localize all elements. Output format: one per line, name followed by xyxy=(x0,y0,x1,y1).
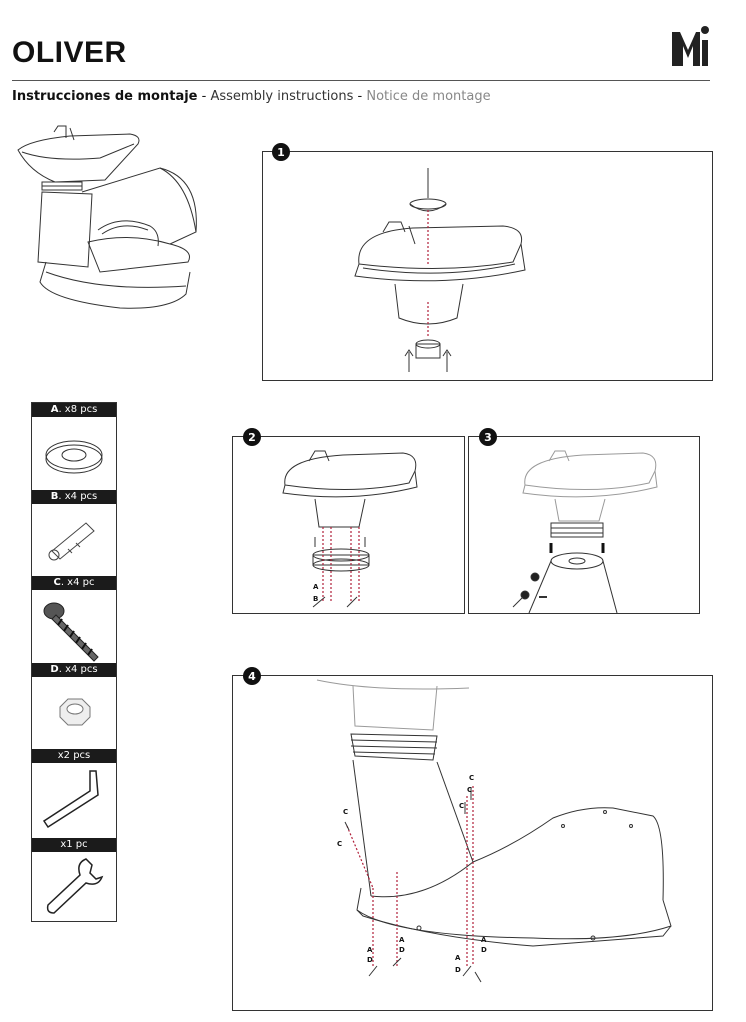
callout-d: D xyxy=(455,966,461,974)
subtitle-separator: - xyxy=(353,89,367,104)
part-quantity: . x4 pc xyxy=(60,577,95,588)
step-number-badge: 4 xyxy=(243,667,261,685)
callout-b: B xyxy=(313,595,319,603)
page-title: OLIVER xyxy=(12,36,127,69)
subtitle-separator: - xyxy=(197,89,211,104)
part-letter: C xyxy=(53,577,61,588)
callout-c: C xyxy=(343,808,349,816)
part-quantity: x2 pcs xyxy=(57,750,91,761)
part-quantity: . x4 pcs xyxy=(58,491,98,502)
step-1-illustration xyxy=(263,152,712,380)
callout-d: D xyxy=(481,946,487,954)
callout-c: C xyxy=(459,802,465,810)
callout-a: A xyxy=(455,954,461,962)
parts-list xyxy=(31,402,117,922)
subtitle-en: Assembly instructions xyxy=(210,89,354,104)
step-number-badge: 1 xyxy=(272,143,290,161)
step-2-panel xyxy=(232,430,465,614)
callout-a: A xyxy=(399,936,405,944)
part-letter: D xyxy=(50,664,59,675)
callout-a: A xyxy=(313,583,319,591)
allen-key-icon xyxy=(32,765,116,841)
subtitle-es: Instrucciones de montaje xyxy=(12,89,198,104)
brand-logo xyxy=(670,22,710,68)
subtitle-fr: Notice de montage xyxy=(366,89,491,104)
part-label-d xyxy=(32,663,116,677)
part-label-allen-key xyxy=(32,749,116,763)
step-3-illustration xyxy=(469,437,699,613)
part-letter: A xyxy=(50,404,59,415)
screw-icon xyxy=(32,591,116,667)
part-label-a xyxy=(32,403,116,417)
part-letter: B xyxy=(50,491,59,502)
callout-a: A xyxy=(481,936,487,944)
chair-overview-illustration xyxy=(10,122,210,312)
callout-c: C xyxy=(337,840,343,848)
nut-icon xyxy=(32,679,116,749)
callout-d: D xyxy=(399,946,405,954)
callout-c: C xyxy=(467,786,473,794)
wrench-icon xyxy=(32,853,116,919)
part-label-wrench xyxy=(32,838,116,852)
part-label-b xyxy=(32,490,116,504)
part-quantity: . x4 pcs xyxy=(58,664,98,675)
bolt-icon xyxy=(32,507,116,577)
part-quantity: . x8 pcs xyxy=(58,404,98,415)
subtitle xyxy=(12,89,491,104)
part-label-c xyxy=(32,576,116,590)
header-divider xyxy=(12,80,710,81)
step-number-badge: 3 xyxy=(479,428,497,446)
washer-icon xyxy=(32,421,116,491)
step-4-illustration xyxy=(233,676,712,1010)
part-quantity: x1 pc xyxy=(60,839,88,850)
callout-a: A xyxy=(367,946,373,954)
step-3-panel xyxy=(468,430,700,614)
callout-d: D xyxy=(367,956,373,964)
step-4-panel xyxy=(232,669,713,1011)
step-1-panel xyxy=(262,145,713,381)
step-2-illustration xyxy=(233,437,464,613)
step-number-badge: 2 xyxy=(243,428,261,446)
callout-c: C xyxy=(469,774,475,782)
